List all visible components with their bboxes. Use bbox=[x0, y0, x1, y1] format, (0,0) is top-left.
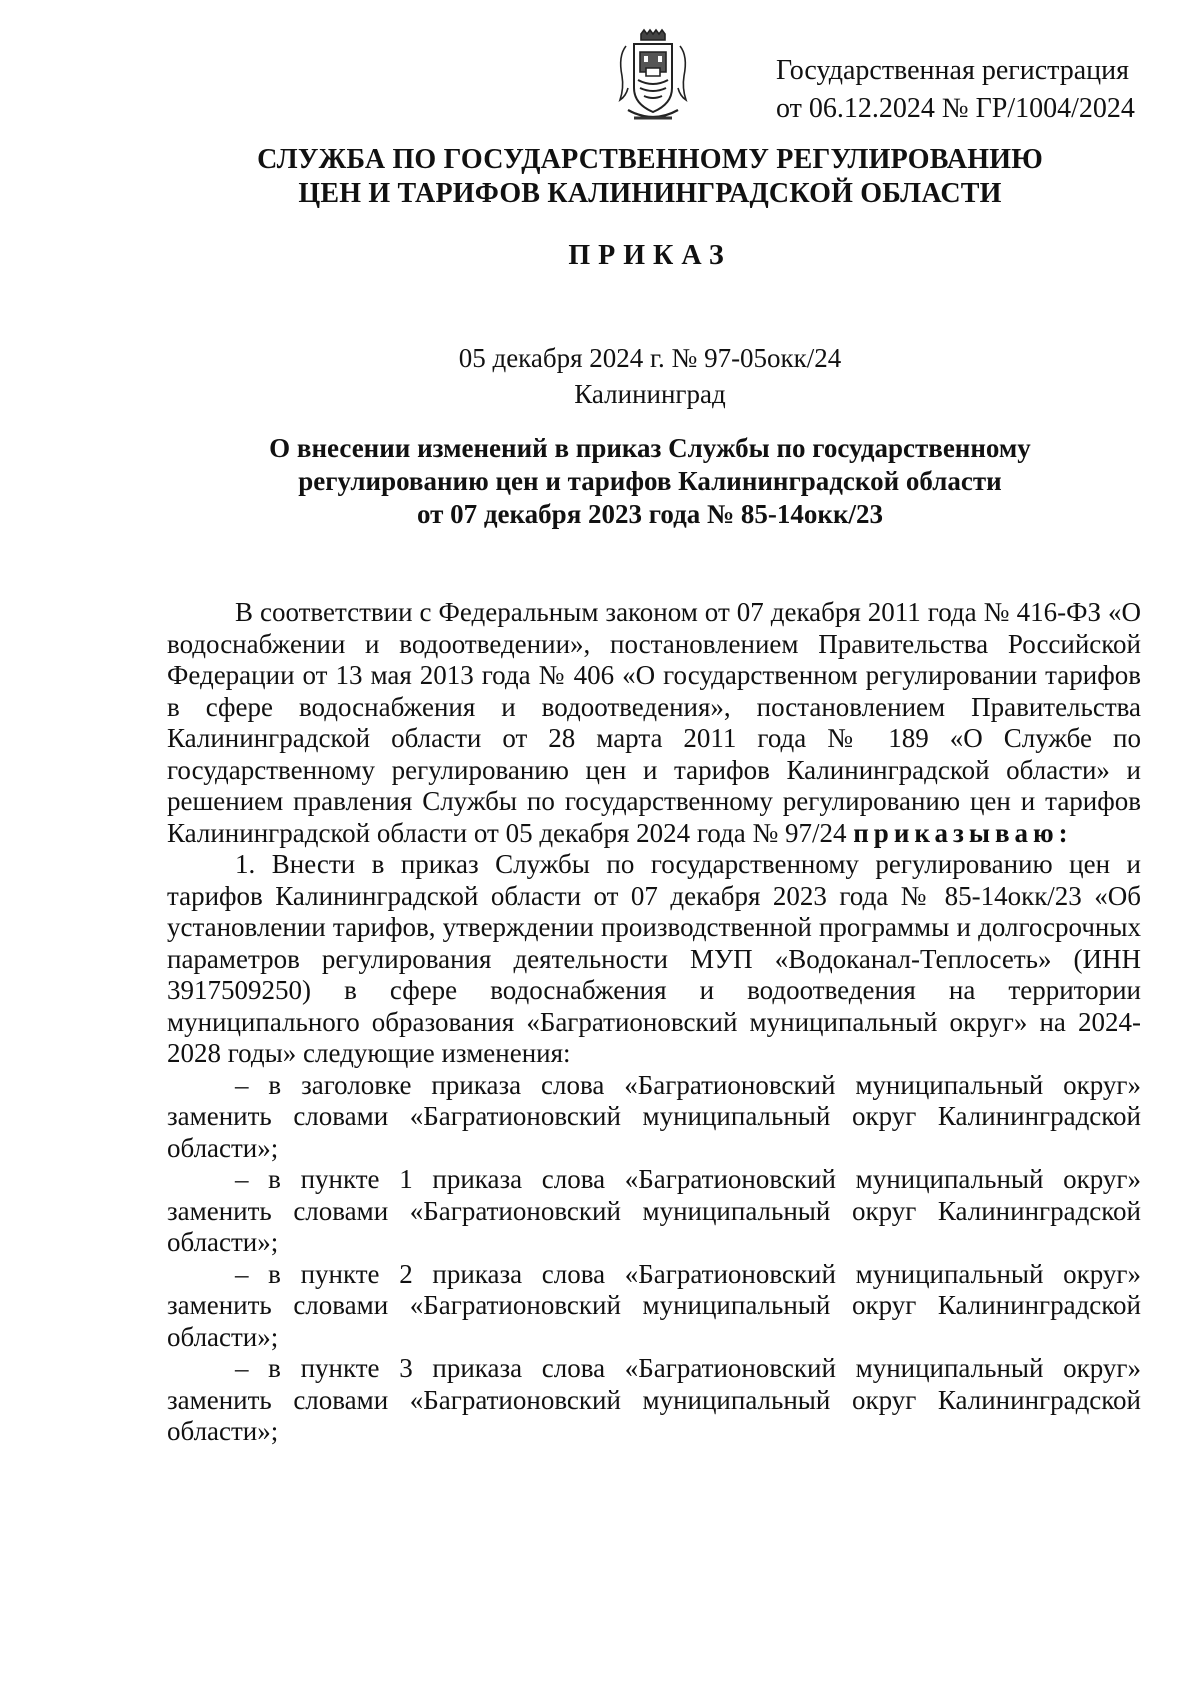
preamble-paragraph bbox=[167, 597, 1141, 849]
order-subject bbox=[180, 432, 1120, 531]
order-body bbox=[167, 597, 1141, 1448]
document-type-title: ПРИКАЗ bbox=[568, 240, 732, 271]
order-subject-line3: от 07 декабря 2023 года № 85-14окк/23 bbox=[416, 499, 884, 529]
order-date-block bbox=[150, 340, 1150, 412]
registration-stamp bbox=[776, 52, 1146, 128]
order-subject-line2: регулированию цен и тарифов Калининградской области bbox=[298, 466, 1002, 496]
order-date-number: 05 декабря 2024 г. № 97-05окк/24 bbox=[458, 343, 842, 373]
registration-number: от 06.12.2024 № ГР/1004/2024 bbox=[776, 93, 1135, 124]
dash-item: – в пункте 3 приказа слова «Багратионовский муниципальный округ» заменить словами «Багратионовский муниципальный округ Калининградской области»; bbox=[167, 1353, 1141, 1446]
item-1-paragraph: 1. Внести в приказ Службы по государственному регулированию цен и тарифов Калининградской области от 07 декабря 2023 года № 85-14окк/23 «Об установлении тарифов, утверждении производственной программы и долгосрочных параметров регулирования деятельности МУП «Водоканал-Теплосеть» (ИНН 3917509250) в сфере водоснабжения и водоотведения на территории муниципального образования «Багратионовский муниципальный округ» на 2024-2028 годы» следующие изменения: bbox=[167, 849, 1141, 1068]
preamble-text: В соответствии с Федеральным законом от 07 декабря 2011 года № 416-ФЗ «О водоснабжении и водоотведении», постановлением Правительства Российской Федерации от 13 мая 2013 года № 406 «О государственном регулировании тарифов в сфере водоснабжения и водоотведения», постановлением Правительства Калининградской области от 28 марта 2011 года № 189 «О Службе по государственному регулированию цен и тарифов Калининградской области» и решением правления Службы по государственному регулированию цен и тарифов Калининградской области от 05 декабря 2024 года № 97/24 bbox=[167, 597, 1141, 848]
dash-item: – в пункте 1 приказа слова «Багратионовский муниципальный округ» заменить словами «Багратионовский муниципальный округ Калининградской области»; bbox=[167, 1164, 1141, 1257]
order-subject-line1: О внесении изменений в приказ Службы по государственному bbox=[269, 433, 1031, 463]
dash-item: – в заголовке приказа слова «Багратионовский муниципальный округ» заменить словами «Багратионовский муниципальный округ Калининградской области»; bbox=[167, 1069, 1141, 1163]
registration-label: Государственная регистрация bbox=[776, 55, 1129, 86]
dash-item: – в пункте 2 приказа слова «Багратионовский муниципальный округ» заменить словами «Багратионовский муниципальный округ Калининградской области»; bbox=[167, 1258, 1141, 1352]
coat-of-arms-icon bbox=[616, 28, 690, 128]
agency-name-line1: СЛУЖБА ПО ГОСУДАРСТВЕННОМУ РЕГУЛИРОВАНИЮ bbox=[257, 144, 1043, 175]
agency-name-line2: ЦЕН И ТАРИФОВ КАЛИНИНГРАДСКОЙ ОБЛАСТИ bbox=[298, 178, 1002, 209]
order-word: приказываю: bbox=[853, 817, 1073, 848]
agency-name bbox=[150, 143, 1150, 211]
order-city: Калининград bbox=[574, 379, 726, 409]
